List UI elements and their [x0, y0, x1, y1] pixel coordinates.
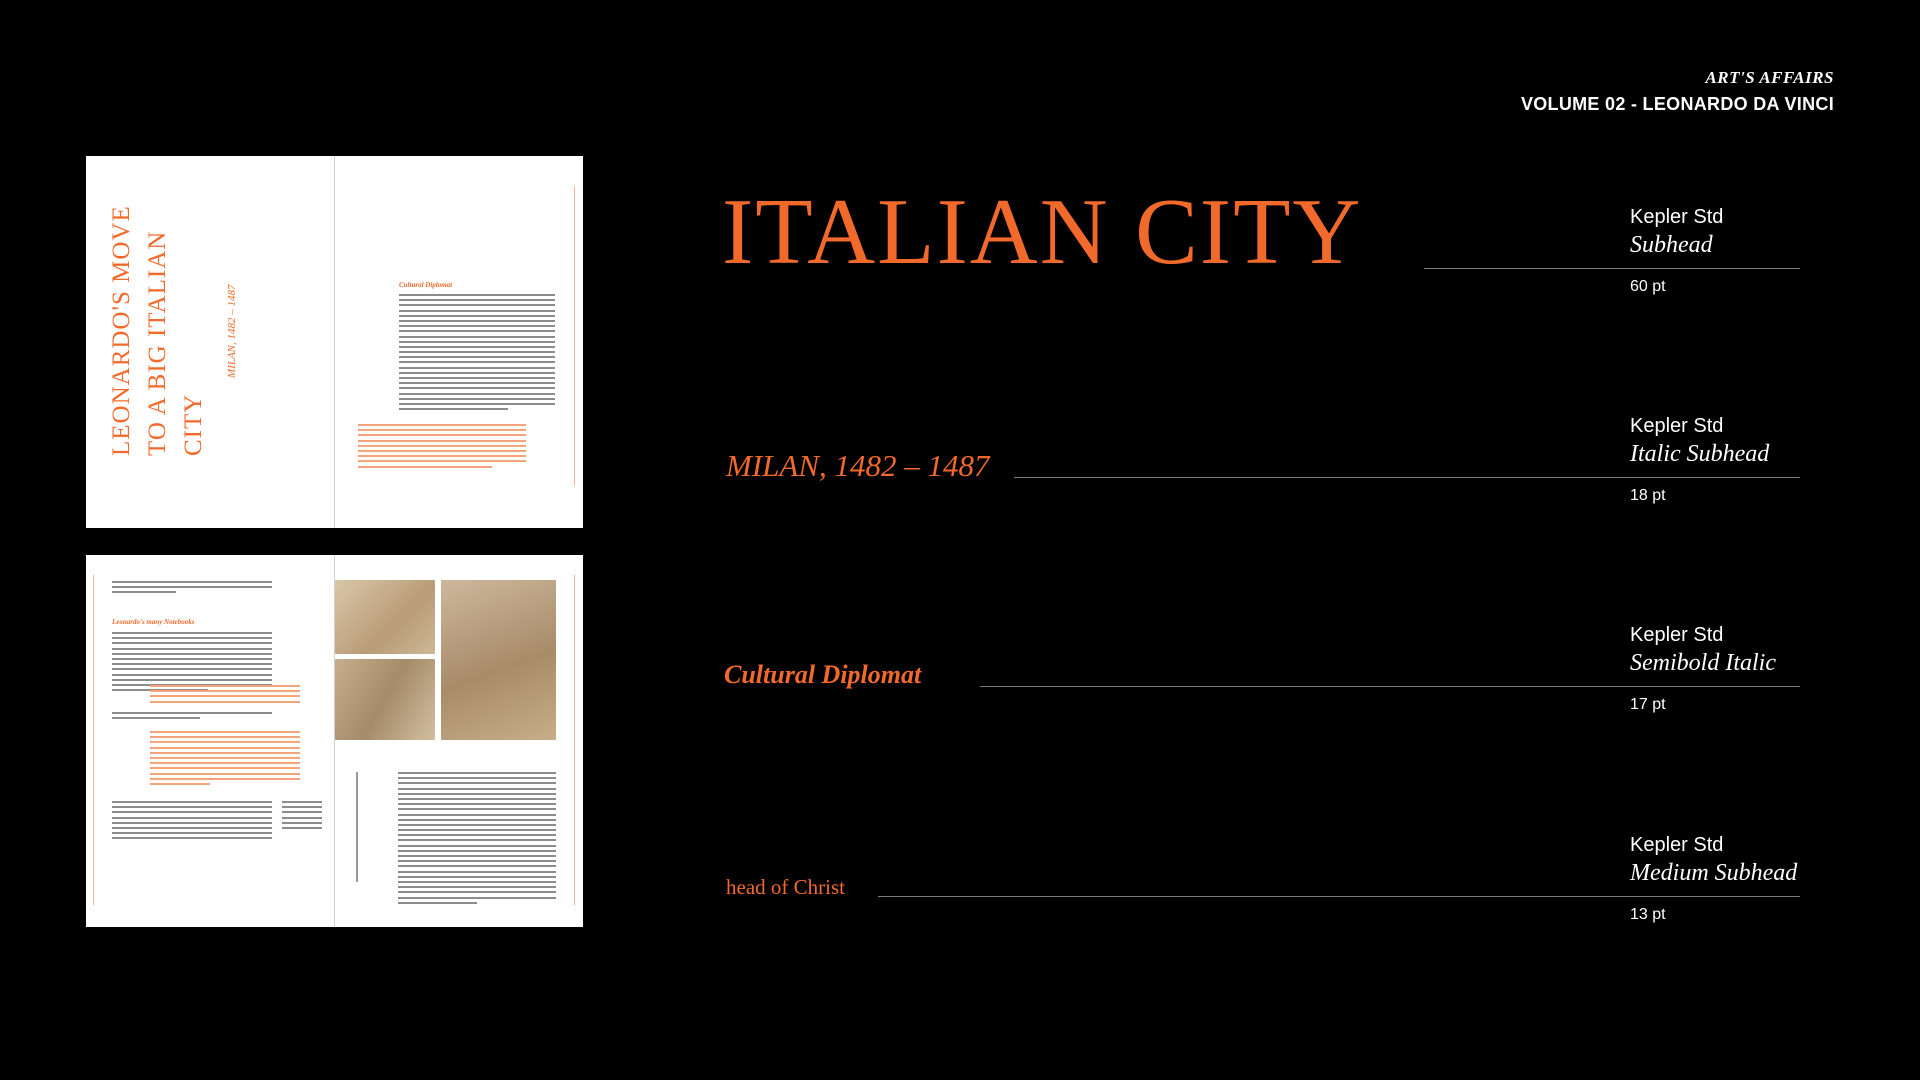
font-size: 60 pt — [1630, 278, 1666, 295]
font-style: Semibold Italic — [1630, 650, 1776, 676]
caption-block — [282, 801, 322, 832]
specimen-rule — [1424, 268, 1800, 269]
section-head-small: Cultural Diplomat — [399, 281, 453, 289]
sketch-image — [441, 580, 556, 740]
font-style: Subhead — [1630, 232, 1713, 258]
font-name: Kepler Std — [1630, 415, 1724, 437]
specimen-meta — [1630, 206, 1724, 295]
font-name: Kepler Std — [1630, 206, 1724, 228]
book-spread-1 — [86, 156, 583, 528]
spread-gutter — [334, 156, 335, 528]
font-size: 13 pt — [1630, 906, 1666, 923]
body-text-block — [399, 294, 555, 413]
vertical-chapter-subtitle: MILAN, 1482 – 1487 — [226, 284, 238, 378]
pull-quote-block — [150, 685, 300, 706]
body-text-block — [112, 581, 272, 597]
font-style: Medium Subhead — [1630, 860, 1798, 886]
sketch-image — [335, 580, 435, 654]
header — [1521, 68, 1834, 115]
font-name: Kepler Std — [1630, 834, 1724, 856]
page-edge-rule — [574, 186, 575, 486]
vertical-chapter-title: LEONARDO'S MOVE TO A BIG ITALIAN CITY — [108, 205, 207, 456]
body-text-block — [112, 801, 272, 843]
font-size: 18 pt — [1630, 487, 1666, 504]
specimen-rule — [980, 686, 1800, 687]
book-spread-2 — [86, 555, 583, 927]
font-size: 17 pt — [1630, 696, 1666, 713]
specimen-medium-subhead: head of Christ — [726, 875, 845, 899]
pull-quote-block — [150, 731, 300, 788]
section-head-small: Leonardo's many Notebooks — [112, 618, 195, 626]
series-title: ART'S AFFAIRS — [1705, 68, 1834, 87]
specimen-semibold-italic: Cultural Diplomat — [724, 660, 922, 689]
page-edge-rule — [574, 575, 575, 905]
specimen-meta — [1630, 834, 1798, 923]
body-text-block — [112, 712, 272, 722]
font-style: Italic Subhead — [1630, 441, 1770, 467]
page-edge-rule — [93, 575, 94, 905]
specimen-rule — [1014, 477, 1800, 478]
pull-quote-block — [358, 424, 526, 471]
volume-title: VOLUME 02 - LEONARDO DA VINCI — [1520, 94, 1834, 114]
body-text-block — [398, 772, 556, 907]
sketch-image — [335, 659, 435, 740]
specimen-italic-subhead: MILAN, 1482 – 1487 — [726, 448, 990, 483]
specimen-subhead: ITALIAN CITY — [722, 180, 1363, 284]
specimen-rule — [878, 896, 1800, 897]
caption-block — [356, 772, 376, 885]
font-name: Kepler Std — [1630, 624, 1724, 646]
specimen-meta — [1630, 415, 1770, 504]
specimen-meta — [1630, 624, 1776, 713]
